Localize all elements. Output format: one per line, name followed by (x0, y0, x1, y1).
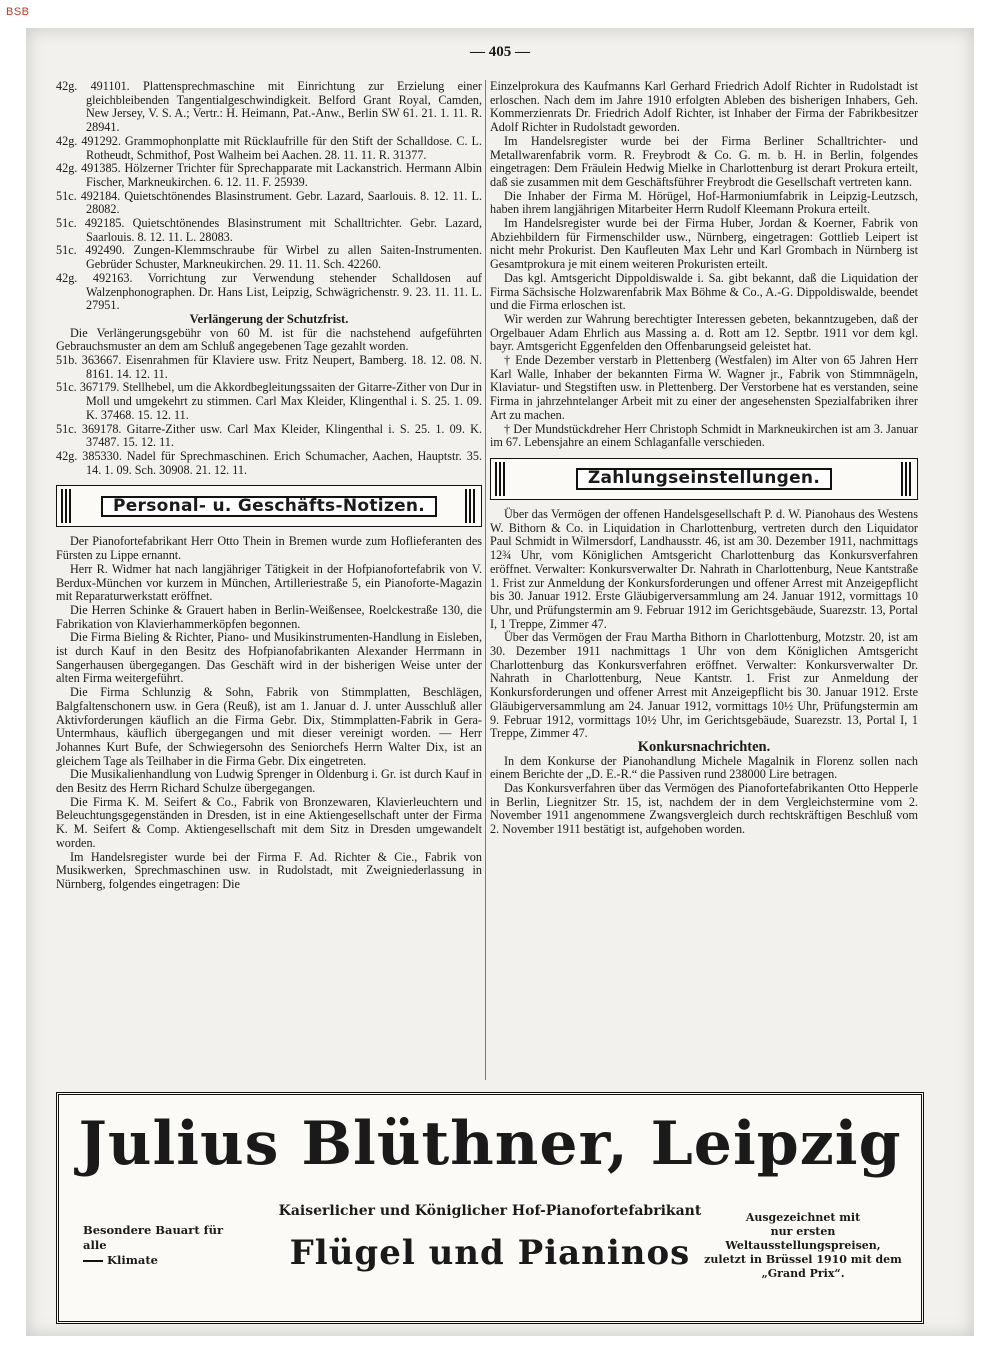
personal-notices-banner (56, 485, 482, 527)
obituary-paragraph: † Ende Dezember verstarb in Plettenberg (Westfalen) im Alter von 65 Jahren Herr Karl Walle, Inhaber der bekannten Firma W. Wagner jr., Fabrik von Stimmnägeln, Klaviatur- und Stegstiften usw. in Plettenberg. Der Verstorbene hat es verstanden, seine Firma in jahrzehntelanger Arbeit mit zu einer der angesehensten Spezialfabriken ihrer Art zu machen. (490, 353, 918, 422)
library-watermark: BSB (6, 6, 30, 18)
notice-paragraph: Die Musikalienhandlung von Ludwig Sprenger in Oldenburg i. Gr. ist durch Kauf in den Besitz des Herrn Richard Schulze übergegangen. (56, 767, 482, 796)
notice-paragraph: Einzelprokura des Kaufmanns Karl Gerhard Friedrich Adolf Richter in Rudolstadt ist erloschen. Nach dem im Jahre 1910 erfolgten Ableben des bisherigen Inhabers, Geh. Kommerzienrats Dr. Friedrich Adolf Richter, ist Inhaber der Firma der Fabrikbesitzer Adolf Richter in Rudolstadt geworden. (490, 79, 918, 135)
bankruptcy-notice: Über das Vermögen der offenen Handelsgesellschaft P. d. W. Pianohaus des Westens W. Bithorn & Co. in Liquidation in Charlottenburg, vertreten durch den Liquidator Paul Schmidt in Wilmersdorf, Landhausstr. 46, ist am 30. Dezember 1911, nachmittags 12¾ Uhr, vom Königlichen Amtsgericht Charlottenburg das Konkursverfahren eröffnet. Verwalter: Konkursverwalter Dr. Nahrath in Charlottenburg, Neue Kantstraße 1. Frist zur Anmeldung der Konkursforderungen und offener Arrest mit Anzeigepflicht bis 30. Januar 1912. Erste Gläubigerversammlung am 24. Januar 1912, vormittags 10 Uhr, und Prüfungstermin am 9. Februar 1912 im Gerichtsgebäude, Suarezstr. 13, Portal I, 1 Treppe, Zimmer 47. (490, 506, 918, 631)
notice-paragraph: Der Pianofortefabrikant Herr Otto Thein in Bremen wurde zum Hoflieferanten des Fürsten zu Lippe ernannt. (56, 534, 482, 563)
ad-left-line-text: Klimate (107, 1253, 158, 1267)
notice-paragraph: Die Herren Schinke & Grauert haben in Berlin-Weißensee, Roelckestraße 130, die Fabrikation von Klavierhammerköpfen begonnen. (56, 602, 482, 631)
extension-entry: 51c. 367179. Stellhebel, um die Akkordbegleitungssaiten der Gitarre-Zither von Dur in Moll und umgekehrt zu stimmen. Carl Max Kleider, Klingenthal i. S. 25. 1. 09. K. 37468. 15. 12. 11. (56, 380, 482, 422)
ad-left-line: Besondere Bauart für alle (83, 1223, 224, 1252)
extension-entry: 51c. 369178. Gitarre-Zither usw. Carl Max Kleider, Klingenthal i. S. 25. 1. 09. K. 37487. 15. 12. 11. (56, 421, 482, 450)
gm-entry: 42g. 491101. Plattensprechmaschine mit Einrichtung zur Erzielung einer gleichbleibenden Tangentialgeschwindigkeit. Belford Grant Royal, Camden, New Jersey, V. S. A.; Vertr.: H. Heimann, Pat.-Anw., Berlin SW 61. 21. 1. 11. R. 28941. (56, 79, 482, 135)
payment-suspensions-title: Zahlungseinstellungen. (576, 468, 832, 490)
ad-right-line: „Grand Prix“. (761, 1267, 845, 1280)
ad-subtitle: Kaiserlicher und Königlicher Hof-Pianofortefabrikant (278, 1203, 702, 1219)
newspaper-page (26, 28, 974, 1336)
gm-entry: 42g. 491292. Grammophonplatte mit Rücklaufrille für den Stift der Schalldose. C. L. Rotheudt, Schmithof, Post Walheim bei Aachen. 28. 11. 11. R. 31377. (56, 133, 482, 162)
ad-left-line (83, 1253, 233, 1268)
personal-notices-title: Personal- u. Geschäfts-Notizen. (101, 496, 437, 518)
ad-right-line: nur ersten Weltausstellungspreisen, (725, 1225, 881, 1252)
ad-right-line: zuletzt in Brüssel 1910 mit dem (704, 1253, 902, 1266)
bankruptcy-notice: Über das Vermögen der Frau Martha Bithorn in Charlottenburg, Motzstr. 20, ist am 30. Dezember 1911 nachmittags 1 Uhr von dem Königlichen Amtsgericht Charlottenburg das Konkursverfahren eröffnet. Verwalter: Konkursverwalter Dr. Nahrath in Charlottenburg, Neue Kantstr. 1. Frist zur Anmeldung der Konkursforderungen und offener Arrest mit Anzeigepflicht bis 30. Januar 1912. Erste Gläubigerversammlung am 24. Januar 1912, vormittags 10½ Uhr, Prüfungstermin am 9. Februar 1912, vormittags 10½ Uhr, im Gerichtsgebäude, Suarezstr. 13, Portal I, 1 Treppe, Zimmer 47. (490, 630, 918, 741)
extension-entry: 51b. 363667. Eisenrahmen für Klaviere usw. Fritz Neupert, Bamberg. 18. 12. 08. N. 8161. 14. 12. 11. (56, 353, 482, 381)
notice-paragraph: Wir werden zur Wahrung berechtigter Interessen gebeten, bekanntzugeben, daß der Orgelbauer Adam Ehrlich aus Massing a. d. Rott am 12. Septbr. 1911 vor dem kgl. bayr. Amtsgericht Eggenfelden den Offenbarungseid geleistet hat. (490, 311, 918, 354)
extension-heading: Verlängerung der Schutzfrist. (189, 311, 349, 326)
ad-rule-decoration (83, 1260, 103, 1262)
gm-entry: 51c. 492490. Zungen-Klemmschraube für Wirbel zu allen Saiten-Instrumenten. Gebrüder Schuster, Markneukirchen. 29. 11. 11. Sch. 42260. (56, 243, 482, 272)
ad-left-note (83, 1223, 233, 1268)
left-column (56, 80, 482, 892)
ad-right-note (703, 1211, 903, 1281)
extension-intro: Die Verlängerungsgebühr von 60 M. ist für die nachstehend aufgeführten Gebrauchsmuster an dem am Schluß angegebenen Tage gezahlt worden. (56, 325, 482, 354)
bankruptcy-news-paragraph: In dem Konkurse der Pianohandlung Michele Magalnik in Florenz sollen nach einem Berichte der „D. E.-R.“ die Passiven rund 238000 Lire betragen. (490, 753, 918, 782)
notice-paragraph: Herr R. Widmer hat nach langjähriger Tätigkeit in der Hofpianofortefabrik von V. Berdux-München vor kurzem in München, Artilleriestraße 5, ein Pianoforte-Magazin mit Reparaturwerkstatt eröffnet. (56, 561, 482, 604)
gm-entry: 42g. 491385. Hölzerner Trichter für Sprechapparate mit Lackanstrich. Hermann Albin Fischer, Markneukirchen. 6. 12. 11. F. 25939. (56, 161, 482, 189)
obituary-paragraph: † Der Mundstückdreher Herr Christoph Schmidt in Markneukirchen ist am 3. Januar im 67. Lebensjahre an einem Schlaganfalle verschieden. (490, 421, 918, 450)
notice-paragraph: Die Firma Bieling & Richter, Piano- und Musikinstrumenten-Handlung in Eisleben, ist durch Kauf in den Besitz des Hofpianofabrikanten Alexander Herrmann in Sangerhausen übergegangen. Das Geschäft wird in der bisherigen Weise unter der alten Firma weitergeführt. (56, 630, 482, 686)
extension-entry: 42g. 385330. Nadel für Sprechmaschinen. Erich Schumacher, Aachen, Hauptstr. 35. 14. 1. 09. Sch. 30908. 21. 12. 11. (56, 448, 482, 477)
bluethner-advertisement (56, 1092, 924, 1324)
notice-paragraph: Die Firma K. M. Seifert & Co., Fabrik von Bronzewaren, Klavierleuchtern und Beleuchtungsgegenständen in Dresden, ist in eine Aktiengesellschaft unter der Firma K. M. Seifert & Comp. Aktiengesellschaft mit dem Sitz in Dresden umgewandelt worden. (56, 794, 482, 850)
notice-paragraph: Die Firma Schlunzig & Sohn, Fabrik von Stimmplatten, Beschlägen, Balgfaltenschonern usw. in Gera (Reuß), ist am 1. Januar d. J. unter Ausschluß aller Aktivforderungen käuflich an die Firma Gebr. Dix, Stimmplatten-Fabrik in Gera-Untermhaus, käuflich übergegangen und mit dieser vereinigt worden. — Herr Johannes Kurt Bufe, der Schwiegersohn des Seniorchefs Herrn Walter Dix, ist an gleichem Tage als Teilhaber in die Firma Gebr. Dix eingetreten. (56, 685, 482, 768)
gm-entry: 42g. 492163. Vorrichtung zur Verwendung stehender Schalldosen auf Walzenphonographen. Dr. Hans List, Leipzig, Schwägrichenstr. 9. 23. 11. 11. L. 27951. (56, 270, 482, 313)
notice-paragraph: Im Handelsregister wurde bei der Firma Berliner Schalltrichter- und Metallwarenfabrik vorm. R. Freybrodt & Co. G. m. b. H. in Berlin, folgendes eingetragen: Dem Fräulein Hedwig Mielke in Charlottenburg ist derart Prokura erteilt, daß sie zusammen mit dem Geschäftsführer Freybrodt die Gesellschaft vertreten kann. (490, 133, 918, 189)
page-number: — 405 — (470, 44, 530, 60)
ad-title: Julius Blüthner, Leipzig (78, 1109, 902, 1179)
bankruptcy-news-paragraph: Das Konkursverfahren über das Vermögen des Pianofortefabrikanten Otto Hepperle in Berlin, Liegnitzer Str. 15, ist, nachdem der in dem Vergleichstermine vom 2. November 1911 angenommene Zwangsvergleich durch rechtskräftigen Beschluß vom 2. November 1911 bestätigt ist, aufgehoben worden. (490, 781, 918, 837)
notice-paragraph: Die Inhaber der Firma M. Hörügel, Hof-Harmoniumfabrik in Leipzig-Leutzsch, haben ihrem langjährigen Mitarbeiter Herrn Rudolf Kleemann Prokura erteilt. (490, 188, 918, 217)
column-divider (485, 80, 486, 1080)
bankruptcy-news-heading: Konkursnachrichten. (637, 738, 771, 755)
notice-paragraph: Im Handelsregister wurde bei der Firma Huber, Jordan & Koerner, Fabrik von Abziehbildern für Firmenschilder usw., Nürnberg, eingetragen: Gottlieb Leipert ist nicht mehr Prokurist. Den Kaufleuten Max Lehr und Karl Grombach in Nürnberg ist Gesamtprokura je mit einem weiteren Prokuristen erteilt. (490, 216, 918, 272)
notice-paragraph: Im Handelsregister wurde bei der Firma F. Ad. Richter & Cie., Fabrik von Musikwerken, Sprechmaschinen usw. in Rudolstadt, mit Zweigniederlassung in Nürnberg, folgendes eingetragen: Die (56, 849, 482, 891)
ad-product: Flügel und Pianinos (289, 1233, 691, 1273)
ad-right-line: Ausgezeichnet mit (745, 1211, 861, 1224)
gm-entry: 51c. 492184. Quietschtönendes Blasinstrument. Gebr. Lazard, Saarlouis. 8. 12. 11. L. 28082. (56, 188, 482, 217)
notice-paragraph: Das kgl. Amtsgericht Dippoldiswalde i. Sa. gibt bekannt, daß die Liquidation der Firma Sächsische Holzwarenfabrik Max Böhme & Co., A.-G. Dippoldiswalde, beendet und die Firma erloschen ist. (490, 270, 918, 313)
payment-suspensions-banner (490, 458, 918, 500)
right-column (490, 80, 918, 837)
gm-entry: 51c. 492185. Quietschtönendes Blasinstrument mit Schalltrichter. Gebr. Lazard, Saarlouis. 8. 12. 11. L. 28083. (56, 216, 482, 244)
